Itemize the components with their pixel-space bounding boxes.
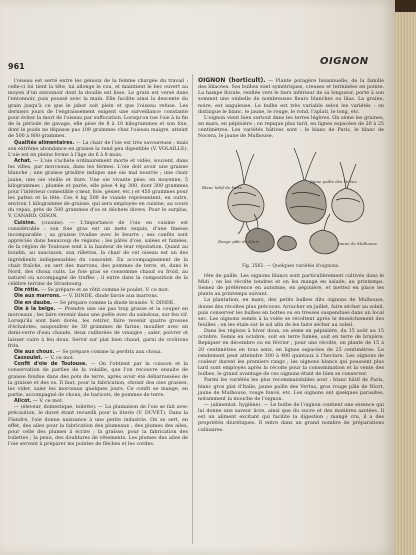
entry-text: — V. DINDE, dinde farcie aux marrons. [62,293,159,300]
entry-title: Oie en daube. [14,299,52,306]
entry-title: Alicot. [14,398,32,405]
entry-text: — Plante potagère bisannuelle, de la famille des liliacées. Ses bulbes sont symétriques, creuses et terminées en pointe. La hampe florale, renflée vers le tiers inférieur de sa longueur, porte à son sommet une ombelle de nombreuses fleurs blanches ou lilas. La graine, noire, est anguleuse. Le bulbe est très variable selon les variétés : on distingue le blanc, le jaune, le rouge, le rond, l'aplati, le long, etc. [198,78,384,115]
body-paragraph: Dans les régions à hiver doux, on sème en pépinière, du 15 août au 15 octobre. Semis en octobre, soit en terre fumée, soit en terre de bruyère. Repiquer en décembre ou en février ; pour une récolte, on plante de 15 à 20 centimètres en tous sens, en lignes espacées de 25 centimètres. Le rendement peut atteindre 300 à 400 quintaux à l'hectare. Les oignons de couleur durent les premiers rangs ; les oignons blancs qui poussent plus tard sont employés après la récolte pour la consommation et la vente des bulbes, le grand avantage de ces oignons étant de bien se conserver. [198,328,384,378]
body-paragraph [8,404,188,447]
entry-title: Cassoulet. [14,355,43,362]
page-number: 961 [8,62,25,71]
dictionary-entry [8,158,188,220]
figure-caption-text: — Quelques variétés d'oignons. [266,263,340,269]
entry-title: Confit d'oie de Toulouse. [14,361,88,368]
entry-title: Oie à la belge. [14,305,56,312]
entry-oignon [198,78,384,115]
column-divider [192,74,193,544]
dictionary-entry [8,220,188,288]
entry-title: Oie aux marrons. [14,293,61,300]
entry-text: — Prendre une oie pas trop grasse et la couper en morceaux ; les faire revenir dans une poêle avec du saindoux, sur feu vif. Lorsqu'ils sont bien dorés, les retirer, faire revenir quatre grosses d'échalotes, saupoudrer de 30 grammes de farine, mouiller avec un demi-verre d'eau chaude, deux cuillerées de vinaigre ; saler, poivrer et laisser cuire à feu doux. Servir sur plat bien chaud, garni de croûtons frits. [8,305,189,349]
entry-title: Qualités alimentaires. [14,139,75,146]
figure-number: Fig. 1561. [242,263,265,269]
entry-text: — L'oie s'achète ordinairement morte et vidée, souvent, dans les villes, par morceaux, dans les fermes. L'oie doit avoir une graisse blanche ; une graisse grisâtre indique une oie mal nourrie ; une chair jaune, une oie vieille et dure. Une oie vivante pèse, en moyenne, 5 kilogrammes ; plumée et parée, elle pèse 4 kg 300, dont 300 grammes pour l'intérieur comestible (cœur, foie, gésier, etc.) et 450 grammes pour les pattes et la tête. Ces 4 kg 500 de viande représentent, en outre, environ 1 kilogramme de graisse, qui sera employée en cuisine, au cours du repas, près de 500 grammes d'os et déchets divers. Pour le surplus, V. CANARD, OISON. [8,158,188,220]
dictionary-entry [8,306,188,349]
body-paragraph: — (alimentat. hygiène). — Le bulbe de l'oignon contient une essence qui lui donne une saveur âcre, ainsi que du sucre et des matières azotées. Il est un aliment excitant qui facilite la digestion ; mangé cru, il a des propriétés diurétiques. Il entre dans un grand nombre de préparations culinaires. [198,402,384,433]
figure-label-2: Jaune paille des Vertus. [310,178,358,184]
entry-text: — On l'obtient par la cuisson et la conservation de parties de la volaille, que l'on recouvre ensuite de graisse fondue dans des pots de terre, après avoir été débarrassées de la graisse et des os. Il faut, pour la fabrication, choisir des oies grasses, les vider, saler les morceaux quelques jours. Ce confit se mange, en partie, accompagné de choux, de haricots, de pommes de terre. [8,361,188,398]
dictionary-entry [8,361,188,398]
body-paragraph: La plantation, en mars, des petits bulbes dits oignons de Mulhouse, donne des récoltes plus précoces. Arracher en juillet, faire sécher au soleil, puis conserver les bulbes en bottes ou en tresses suspendues dans un local sec. Les oignons semés à la volée se récoltent après le dessèchement des feuilles ; on les étale sur le sol afin de les faire sécher au soleil. [198,297,384,328]
figure-caption [198,264,384,270]
entry-text: — Se prépare et se rôtit comme le poulet. V. ce mot. [41,287,170,294]
entry-text: — V. ce mot. [44,355,75,362]
body-paragraph [8,78,188,140]
onion-illustration [198,144,384,262]
entry-text: — Se prépare comme la perdrix aux choux. [55,348,163,355]
body-paragraph: L'oignon vient bien surtout dans les terres légères. On sème les graines, en mars, en pépinière ; on repique plus tard, en lignes espacées de 20 à 25 centimètres. Les variétés hâtives sont : le blanc de Paris, le blanc de Nocera, le jaune de Mulhouse. [198,114,384,140]
entry-text: (cuisine). — L'importance de l'oie en cuisine est considérable : son foie gras est un mets exquis, d'une finesse incomparable ; sa graisse rivalise avec le beurre ; ses confits sont appréciés dans beaucoup de régions ; les pâtés d'oie, salées et fumées, de la région de Toulouse sont à la hauteur de leur réputation. Quant au boudin, au saucisson, aux rillettes, la chair de cet oiseau est un des ingrédients indispensables du cassoulet. En accompagnement de la chair fraîche, on sert des marrons, des pommes de terre, et, dans le Nord, des choux cuits. Le foie gras se consomme chaud ou froid, au naturel ou accompagné de truffes ; il entre dans la composition de la célèbre terrine de Strasbourg. [8,219,188,288]
entry-text: — (éleveur, domestique, toilette). — La plumaison de l'oie se fait avec précaution, le duvet étant recueilli pour la literie (V. DUVET). Dans la Flandre, l'oie donne naissance à une petite industrie. On se sert, en effet, des ailes pour la fabrication des plumeaux ; des plumes des ailes, pour celle des plumes à écrire ; la graisse, pour la fabrication des toilettes ; la peau, des doublures de vêtements. Les plumes des ailes de l'oie servent à préparer les pointes de flèches et les cordes. [8,404,188,448]
entry-text: l'oiseau est serré entre les genoux de la femme chargée du travail : celle-ci lui tient la tête, lui allonge le cou, et maintient le bec ouvert au moyen d'un entonnoir dont la douille est lisse. Le grain est versé dans l'entonnoir, puis poussé avec la main. Elle facilite ainsi la descente du grain jusqu'à ce que le jabot soit plein et que l'oiseau refuse. Les derniers jours de l'engraissement exigent une surveillance constante pour éviter la mort de l'oiseau par suffocation. Lorsqu'on tue l'oie à la fin de la période de gavage, elle pèse de 8 à 10 kilogrammes et son foie, dont le poids ne dépasse pas 100 grammes chez l'oiseau maigre, atteint de 500 à 800 grammes. [8,78,188,140]
entry-title: Achat. [14,158,32,165]
entry-text: — La chair de l'oie est très savoureuse ; mais son extrême abondance en graisse la rend peu digestible (V. VOLAILLE). L'oie est en pleine forme à l'âge de 6 à 8 mois. [8,139,188,158]
entry-title: Cuisine. [14,219,36,226]
figure-label-4: Jaune de Mulhouse. [338,240,379,246]
page-edges [392,12,416,555]
left-column [8,78,188,447]
right-column [198,78,384,433]
dictionary-entry [8,140,188,158]
body-paragraph: tête de paille. Les oignons blancs sont particulièrement cultivés dans le Midi ; on les récolte tendres et on les mange en salade, au printemps. Semez de préférence en automne, en pépinière, et mettez en place les plants au printemps suivant. [198,272,384,298]
entry-title: Oie aux choux. [14,348,55,355]
running-head: OIGNON [320,56,369,67]
entry-title: Oie rôtie. [14,287,40,294]
entry-text: — V. ce mot. [32,398,64,405]
entry-text: — Se prépare comme la dinde braisée. V. DINDE. [53,299,175,306]
entry-title: OIGNON (horticult). [198,77,266,84]
figure-label-3: Rouge pâle de Niort. [218,238,261,244]
figure-label-1: Blanc hâtif de Paris. [202,184,243,190]
body-paragraph: Parmi les variétés les plus recommandables sont : blanc hâtif de Paris, blanc gros plat d'Italie, jaune paille des Vertus, gros rouge pâle de Niort, jaune de Mulhouse, rouge foncé, etc. Les oignons ont quelques parasites, notamment la mouche de l'oignon. [198,377,384,402]
